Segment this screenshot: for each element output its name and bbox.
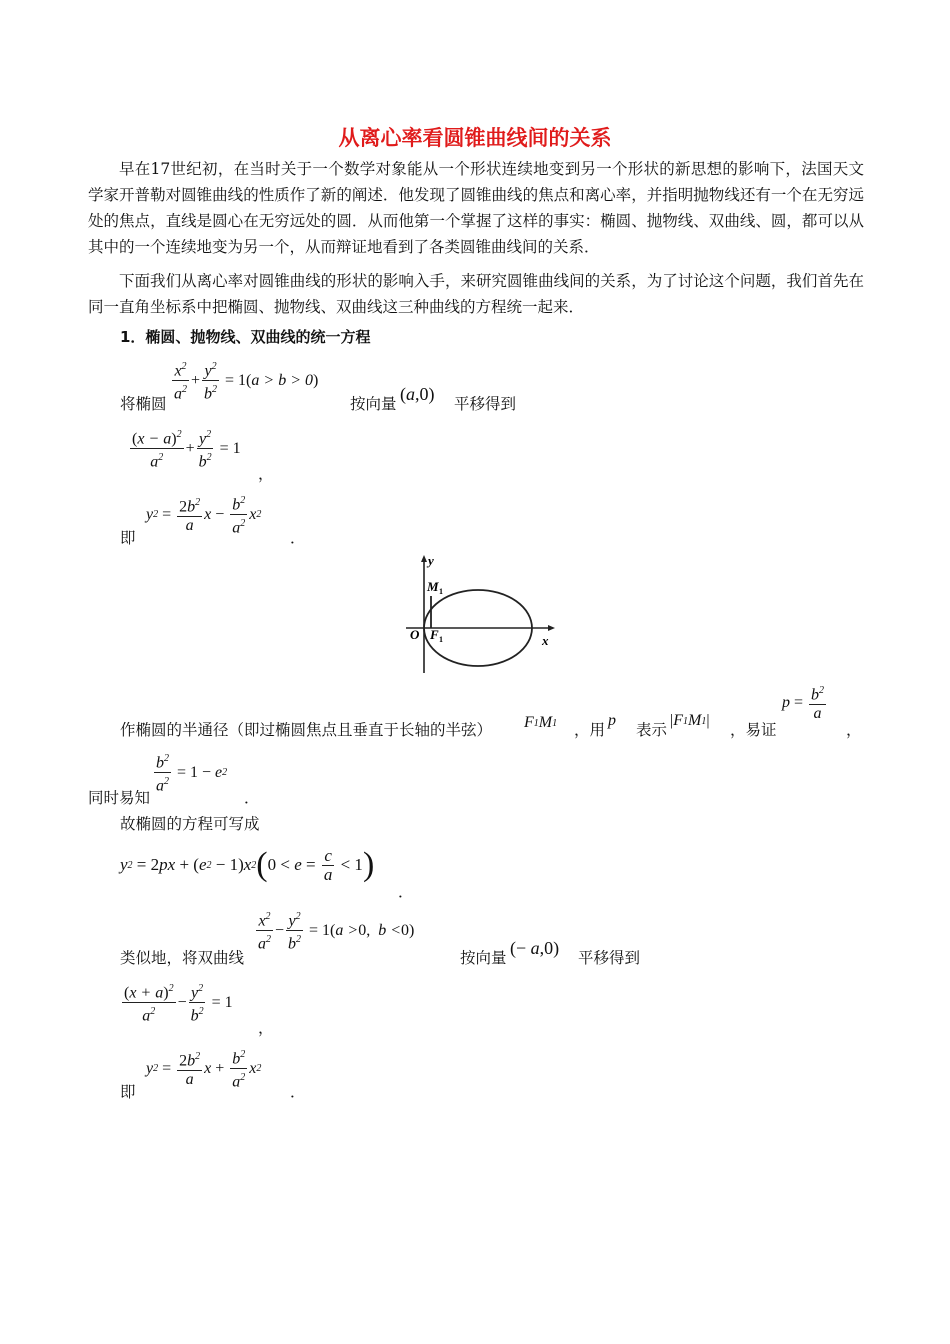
x-axis-label: x xyxy=(542,633,549,648)
y-axis-arrow xyxy=(421,555,427,562)
text-semi-latus-d: ，易证 xyxy=(730,721,777,739)
vector-neg-a-0: (− a ,0) xyxy=(510,938,560,958)
m1-subscript: 1 xyxy=(439,587,443,596)
text-period-4: ． xyxy=(290,1083,306,1101)
text-ji: 即 xyxy=(120,529,136,547)
p-equals-b2-over-a: p = $\frac{b^2}{a}$ xyxy=(782,682,828,723)
ellipse-figure xyxy=(398,553,558,675)
origin-label: O xyxy=(410,627,420,642)
b2-over-a2-equation: $\frac{b^2}{a^2}$ = 1 − e 2 xyxy=(152,750,227,796)
section-heading: 1．椭圆、抛物线、双曲线的统一方程 xyxy=(120,328,371,346)
text-period-2: ． xyxy=(244,789,260,807)
x-axis-arrow xyxy=(548,625,555,631)
hyperbola-vertex-equation: y 2 = $\frac{2b^2}{a}$ x + $\frac{b^2}{a^2}$ x 2 xyxy=(146,1046,261,1092)
text-also-know: 同时易知 xyxy=(88,789,151,807)
text-ellipse-prefix: 将椭圆 xyxy=(120,395,167,413)
text-translate-to-2: 平移得到 xyxy=(578,949,641,967)
ellipse-vertex-equation: y 2 = $\frac{2b^2}{a}$ x − $\frac{b^2}{a^2}$ x 2 xyxy=(146,492,261,538)
text-period-3: ． xyxy=(398,883,414,901)
hyperbola-standard-equation: $\frac{x^2}{a^2}$ − $\frac{y^2}{b^2}$ = 1( a > 0, b < 0) xyxy=(254,908,414,954)
text-semi-latus-a: 作椭圆的半通径（即过椭圆焦点且垂直于长轴的半弦） xyxy=(120,721,493,739)
text-by-vector-2: 按向量 xyxy=(460,949,507,967)
ellipse-standard-equation: $\frac{x^2}{a^2}$ + $\frac{y^2}{b^2}$ = 1( a > b > 0 ) xyxy=(170,358,318,404)
text-comma-2: ， xyxy=(258,1019,274,1037)
unified-ellipse-equation: y 2 = 2 px + ( e 2 − 1) x 2 ( 0 < e = $\frac{c}{a}$ < 1 ) xyxy=(120,845,375,884)
second-paragraph: 下面我们从离心率对圆锥曲线的形状的影响入手，来研究圆锥曲线间的关系，为了讨论这个问题，我们首先在同一直角坐标系中把椭圆、抛物线、双曲线这三种曲线的方程统一起来． xyxy=(88,272,864,316)
translated-hyperbola-equation: $\frac{(x + a)^2}{a^2}$ − $\frac{y^2}{b^2}$ = 1 xyxy=(120,980,233,1026)
y-axis-label: y xyxy=(428,553,434,568)
text-translate-to: 平移得到 xyxy=(454,395,517,413)
text-comma: ， xyxy=(258,465,274,483)
f1-subscript: 1 xyxy=(439,635,443,644)
text-semi-latus-c: 表示 xyxy=(636,721,668,739)
page-title: 从离心率看圆锥曲线间的关系 xyxy=(338,126,612,150)
vector-a-0: ( a ,0) xyxy=(400,384,435,404)
abs-f1m1-expr: | F 1 M 1 | xyxy=(670,712,710,729)
m1-label: M xyxy=(427,579,439,594)
translated-ellipse-equation: $\frac{(x - a)^2}{a^2}$ + $\frac{y^2}{b^2}$ = 1 xyxy=(128,426,241,472)
text-ji-2: 即 xyxy=(120,1083,136,1101)
p-symbol: p xyxy=(608,712,616,729)
text-period: ． xyxy=(290,529,306,547)
intro-paragraph: 早在17世纪初，在当时关于一个数学对象能从一个形状连续地变到另一个形状的新思想的影响下，法国天文学家开普勒对圆锥曲线的性质作了新的阐述．他发现了圆锥曲线的焦点和离心率，并指明抛物线还有一个在无穷远处的焦点，直线是圆心在无穷远处的圆．从而他第一个掌握了这样的事实：椭圆、抛物线、双曲线、圆，都可以从其中的一个连续地变为另一个，从而辩证地看到了各类圆锥曲线间的关系． xyxy=(88,160,864,256)
text-by-vector: 按向量 xyxy=(350,395,397,413)
text-similarly: 类似地，将双曲线 xyxy=(120,949,245,967)
text-comma-after-p: ， xyxy=(846,721,862,739)
f1-label: F xyxy=(430,627,439,642)
text-semi-latus-b: ，用 xyxy=(574,721,606,739)
text-so-ellipse: 故椭圆的方程可写成 xyxy=(120,815,260,833)
f1m1-expr: F 1 M 1 xyxy=(524,714,558,731)
